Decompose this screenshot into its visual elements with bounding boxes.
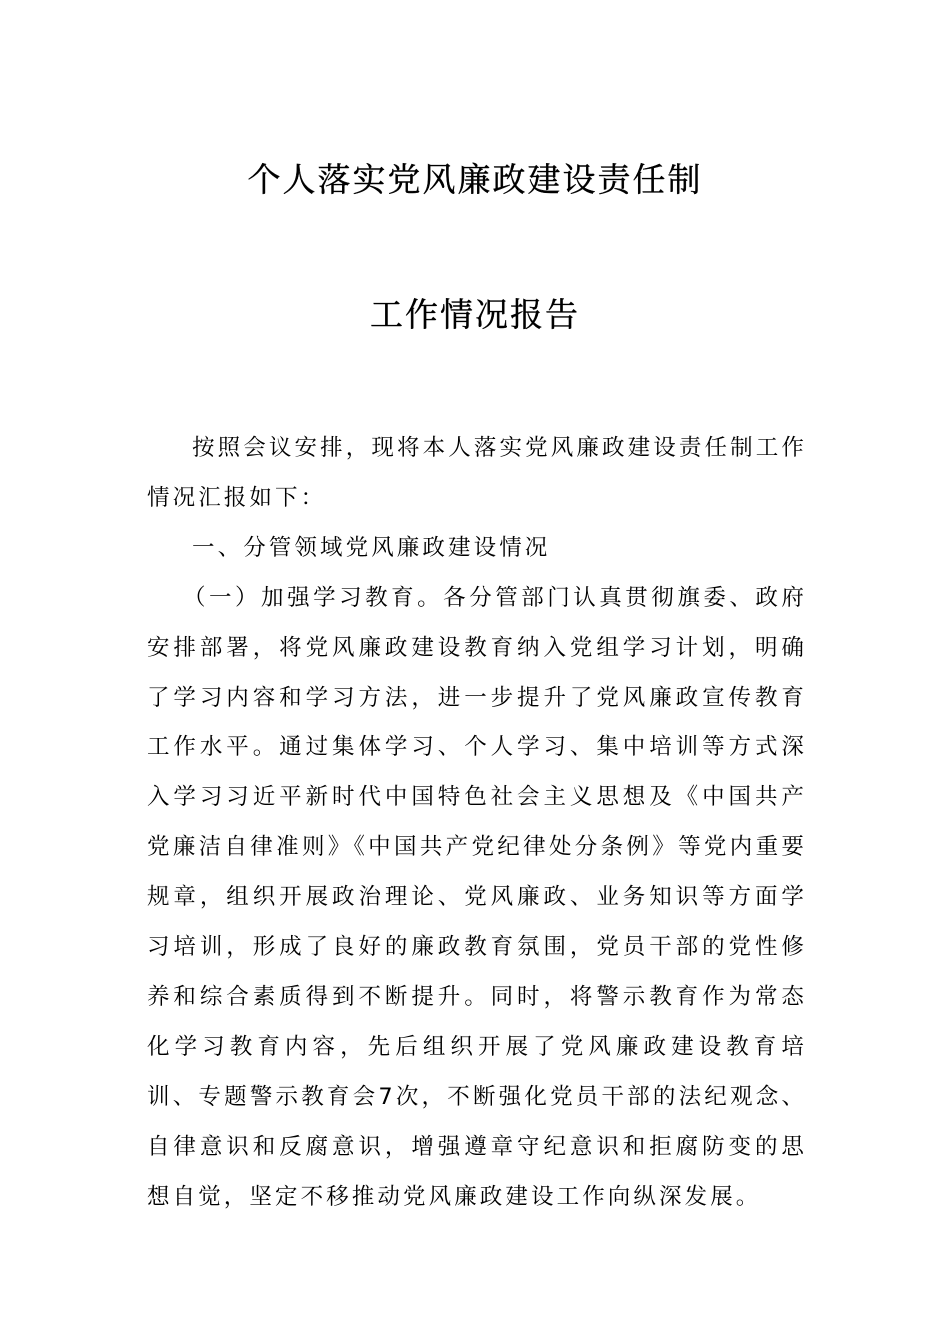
section-heading: 一、分管领域党风廉政建设情况: [192, 534, 551, 561]
document-body: [147, 424, 807, 1223]
subsection-paragraph: （一）加强学习教育。各分管部门认真贯彻旗委、政府安排部署，将党风廉政建设教育纳入党组学习计划，明确了学习内容和学习方法，进一步提升了党风廉政宣传教育工作水平。通过集体学习、个人学习、集中培训等方式深入学习习近平新时代中国特色社会主义思想及《中国共产党廉洁自律准则》《中国共产党纪律处分条例》等党内重要规章，组织开展政治理论、党风廉政、业务知识等方面学习培训，形成了良好的廉政教育氛围，党员干部的党性修养和综合素质得到不断提升。同时，将警示教育作为常态化学习教育内容，先后组织开展了党风廉政建设教育培训、专题警示教育会7次，不断强化党员干部的法纪观念、自律意识和反腐意识，增强遵章守纪意识和拒腐防变的思想自觉，坚定不移推动党风廉政建设工作向纵深发展。: [147, 584, 807, 1210]
document-title-line-2: 工作情况报告: [370, 295, 580, 334]
document-title-line-1: 个人落实党风廉政建设责任制: [247, 160, 703, 199]
intro-paragraph: 按照会议安排，现将本人落实党风廉政建设责任制工作情况汇报如下：: [147, 435, 807, 511]
